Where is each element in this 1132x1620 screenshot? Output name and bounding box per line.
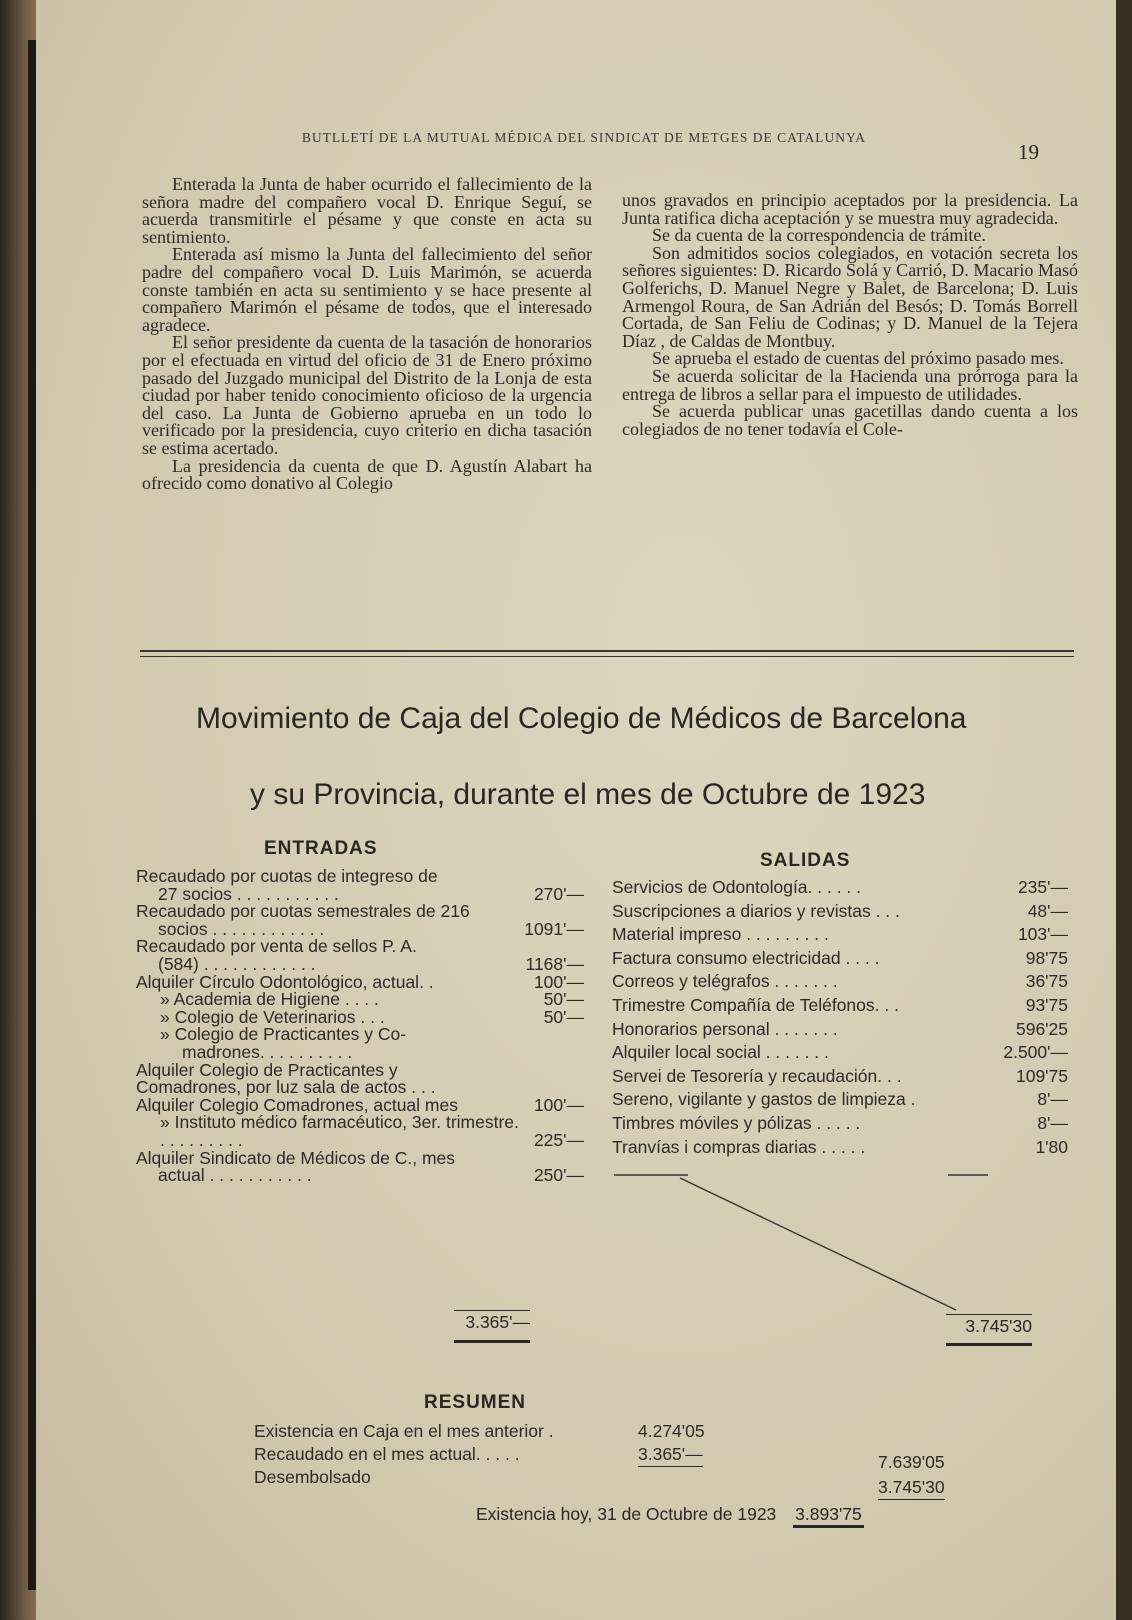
entradas-label-line: Recaudado por cuotas semestrales de 216: [136, 901, 470, 922]
resumen-row: [254, 1420, 954, 1443]
paragraph: Enterada la Junta de haber ocurrido el fallecimiento de la señora madre del compañero vocal D. Enrique Seguí, se acuerda transmitirle el pésame y que conste en acta su sentimiento.: [142, 174, 592, 247]
salidas-amount: 2.500'—: [1003, 1042, 1068, 1063]
entradas-label-line: actual . . . . . . . . . . .: [158, 1165, 312, 1186]
resumen-list: [254, 1420, 954, 1497]
binding-edge: [28, 40, 36, 1590]
left-column: [142, 176, 592, 493]
resumen-label: Recaudado en el mes actual. . . . .: [254, 1444, 520, 1464]
entradas-label-line: » Colegio de Practicantes y Co-: [160, 1024, 407, 1045]
salidas-label: Suscripciones a diarios y revistas . . .: [612, 900, 900, 921]
entradas-row: [136, 903, 584, 938]
paragraph: Se da cuenta de la correspondencia de trámite.: [652, 225, 986, 246]
paragraph: unos gravados en principio aceptados por la presidencia. La Junta ratifica dicha aceptación y se muestra muy agradecida.: [622, 190, 1078, 228]
entradas-list: [136, 868, 584, 1185]
salidas-label: Tranvías i compras diarias . . . . .: [612, 1136, 866, 1157]
table-title: Movimiento de Caja del Colegio de Médicos de Barcelona: [196, 702, 967, 735]
entradas-label-line: madrones. . . . . . . . . .: [182, 1041, 353, 1062]
salidas-row: [612, 970, 1068, 994]
paragraph: El señor presidente da cuenta de la tasación de honorarios por el efectuada en virtud del oficio de 31 de Enero próximo pasado del Juzgado municipal del Distrito de la Lonja de esta ciudad por haber tenido conocimiento oficioso de la urgencia del caso. La Junta de Gobierno aprueba en un todo lo verificado por la presidencia, cuyo criterio en dicha tasación se estima acertado.: [142, 332, 592, 458]
salidas-amount: 1'80: [1035, 1136, 1068, 1157]
paragraph: Son admitidos socios colegiados, en votación secreta los señores siguientes: D. Ricardo Solá y Carrió, D. Macario Masó Golferichs, D. Manuel Negre y Balet, de Barcelona; D. Luis Armengol Roura, de San Adrián del Besós; D. Tomás Borrell Cortada, de San Feliu de Codinas; y D. Manuel de la Tejera Díaz , de Caldas de Montbuy.: [622, 242, 1078, 351]
page-number: 19: [1018, 140, 1039, 164]
salidas-label: Servei de Tesorería y recaudación. . .: [612, 1065, 902, 1086]
salidas-heading: SALIDAS: [760, 850, 851, 871]
salidas-label: Trimestre Compañía de Teléfonos. . .: [612, 994, 899, 1015]
entradas-row: [136, 1114, 584, 1149]
entradas-row: [136, 868, 584, 903]
salidas-amount: 8'—: [1037, 1089, 1068, 1110]
entradas-heading: ENTRADAS: [264, 838, 378, 859]
salidas-label: Factura consumo electricidad . . . .: [612, 947, 880, 968]
entradas-label-line: socios . . . . . . . . . . . .: [158, 918, 325, 939]
salidas-label: Timbres móviles y pólizas . . . . .: [612, 1112, 861, 1133]
final-balance-amount: 3.893'75: [793, 1504, 864, 1528]
right-column: [622, 192, 1078, 438]
salidas-row: [612, 1088, 1068, 1112]
resumen-heading: RESUMEN: [424, 1392, 527, 1413]
entradas-label-line: Recaudado por venta de sellos P. A.: [136, 936, 417, 957]
entradas-total: [454, 1310, 530, 1343]
cancel-diagonal-line: [576, 1160, 1036, 1320]
salidas-amount: 36'75: [1025, 971, 1068, 992]
resumen-row: [254, 1443, 954, 1472]
paragraph: Se acuerda solicitar de la Hacienda una prórroga para la entrega de libros a sellar para el impuesto de utilidades.: [622, 365, 1078, 404]
page: [36, 0, 1116, 1620]
resumen-subtotal: 7.639'05: [878, 1452, 945, 1472]
divider-rule: [140, 656, 1074, 657]
entradas-label-line: » Colegio de Veterinarios . . .: [160, 1006, 385, 1027]
resumen-row: [254, 1466, 954, 1497]
entradas-label-line: Recaudado por cuotas de integreso de: [136, 866, 438, 886]
paragraph: Se aprueba el estado de cuentas del próximo pasado mes.: [652, 348, 1064, 369]
salidas-row: [612, 1065, 1068, 1089]
salidas-row: [612, 947, 1068, 971]
entradas-label-line: Alquiler Colegio de Practicantes y Comadrones, por luz sala de actos . . .: [136, 1059, 436, 1098]
entradas-label: [136, 1026, 520, 1061]
salidas-amount: 235'—: [1017, 877, 1068, 897]
entradas-label: [136, 903, 496, 938]
salidas-row: [612, 876, 1068, 900]
entradas-label-line: 27 socios . . . . . . . . . . .: [158, 883, 339, 904]
entradas-label-line: (584) . . . . . . . . . . . .: [158, 953, 316, 974]
salidas-row: [612, 900, 1068, 924]
entradas-row: [136, 938, 584, 973]
paragraph: Se acuerda publicar unas gacetillas dando cuenta a los colegiados de no tener todavía el Cole-: [622, 401, 1078, 439]
entradas-amount: 270'—: [533, 883, 584, 904]
entradas-label: [136, 938, 496, 973]
double-underline: [946, 1340, 1032, 1346]
entradas-row: [136, 1147, 584, 1186]
resumen-amount: 3.365'—: [638, 1443, 703, 1467]
salidas-amount: 93'75: [1025, 994, 1068, 1015]
salidas-row: [612, 1018, 1068, 1042]
resumen-disbursed: 3.745'30: [878, 1476, 945, 1500]
salidas-label: Alquiler local social . . . . . . .: [612, 1042, 829, 1063]
salidas-amount: 103'—: [1017, 924, 1068, 945]
entradas-label: [136, 1114, 520, 1149]
paragraph: Enterada así mismo la Junta del fallecimiento del señor padre del compañero vocal D. Luis Marimón, se acuerda conste también en acta su sentimiento y se hace presente al compañero Marimón el pésame de todos, que el interesado agradece.: [142, 244, 592, 335]
table-subtitle: y su Provincia, durante el mes de Octubre de 1923: [250, 778, 926, 811]
entradas-amount: 1168'—: [525, 953, 584, 974]
salidas-amount: 98'75: [1025, 947, 1068, 968]
final-balance-label: Existencia hoy, 31 de Octubre de 1923: [476, 1504, 777, 1524]
resumen-label: Existencia en Caja en el mes anterior .: [254, 1421, 554, 1441]
salidas-amount: 109'75: [1015, 1065, 1068, 1086]
salidas-row: [612, 923, 1068, 947]
entradas-label-line: Alquiler Colegio Comadrones, actual mes: [136, 1094, 458, 1115]
salidas-label: Honorarios personal . . . . . . .: [612, 1018, 838, 1039]
salidas-row: [612, 994, 1068, 1018]
salidas-list: [612, 876, 1068, 1159]
salidas-amount: 48'—: [1027, 900, 1068, 921]
entradas-amount: 225'—: [533, 1129, 584, 1150]
entradas-label-line: Alquiler Círculo Odontológico, actual. .: [136, 971, 434, 992]
salidas-row: [612, 1041, 1068, 1065]
double-underline: [454, 1337, 530, 1343]
salidas-row: [612, 1136, 1068, 1160]
salidas-amount: 596'25: [1015, 1018, 1068, 1039]
entradas-row: [136, 1059, 584, 1098]
entradas-amount: 100'—: [533, 971, 584, 992]
entradas-label: [136, 1059, 496, 1098]
divider-rule: [140, 650, 1074, 652]
salidas-label: Correos y telégrafos . . . . . . .: [612, 971, 838, 992]
running-header: BUTLLETÍ DE LA MUTUAL MÉDICA DEL SINDICAT DE METGES DE CATALUNYA: [301, 130, 867, 145]
salidas-label: Servicios de Odontología. . . . . .: [612, 877, 862, 897]
salidas-label: Material impreso . . . . . . . . .: [612, 924, 829, 945]
final-balance-row: [476, 1504, 864, 1528]
entradas-label: [136, 1147, 496, 1186]
resumen-label: Desembolsado: [254, 1467, 371, 1487]
resumen-amount: 4.274'05: [638, 1421, 705, 1441]
entradas-total-value: 3.365'—: [454, 1310, 530, 1333]
entradas-label-line: » Academia de Higiene . . . .: [160, 989, 379, 1010]
entradas-label: [136, 868, 496, 903]
salidas-label: Sereno, vigilante y gastos de limpieza .: [612, 1089, 916, 1110]
salidas-total: [946, 1314, 1032, 1346]
entradas-label-line: » Instituto médico farmacéutico, 3er. trimestre. . . . . . . . . .: [160, 1112, 519, 1150]
entradas-amount: 50'—: [543, 1006, 584, 1027]
entradas-row: [136, 1026, 584, 1061]
entradas-amount: 100'—: [533, 1094, 584, 1115]
salidas-amount: 8'—: [1037, 1112, 1068, 1133]
entradas-label-line: Alquiler Sindicato de Médicos de C., mes: [136, 1147, 456, 1168]
salidas-row: [612, 1112, 1068, 1136]
entradas-amount: 1091'—: [524, 918, 584, 939]
entradas-amount: 250'—: [533, 1165, 584, 1186]
entradas-amount: 50'—: [543, 989, 584, 1010]
paragraph: La presidencia da cuenta de que D. Agustín Alabart ha ofrecido como donativo al Colegio: [142, 455, 592, 494]
salidas-total-value: 3.745'30: [946, 1314, 1032, 1337]
